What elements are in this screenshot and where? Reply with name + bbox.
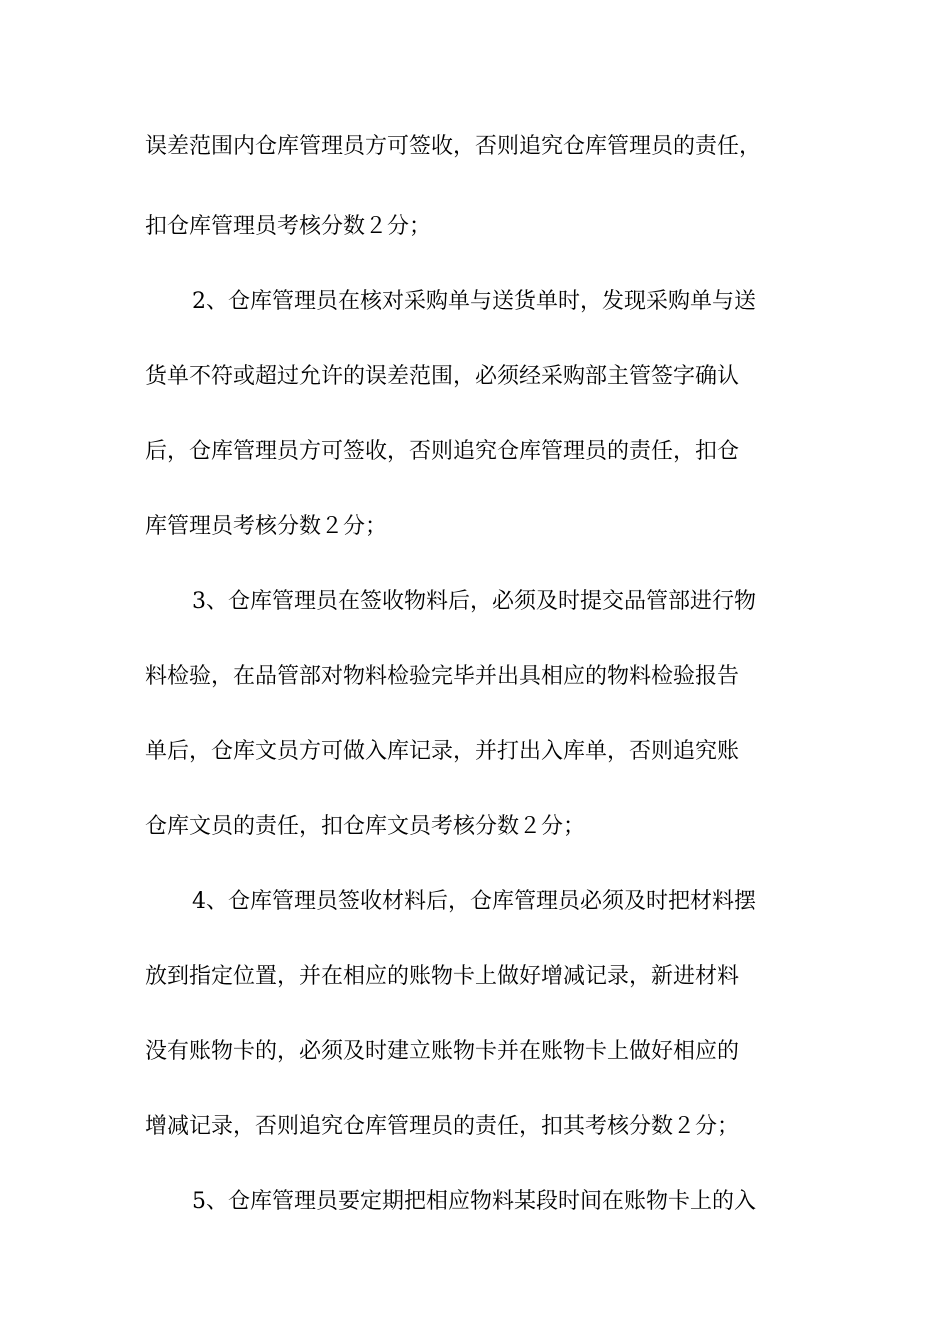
text-line: 放到指定位置，并在相应的账物卡上做好增减记录，新进材料 (145, 964, 740, 989)
paragraph-5-start: 5、仓库管理员要定期把相应物料某段时间在账物卡上的入 (192, 1189, 756, 1214)
text-line: 单后，仓库文员方可做入库记录，并打出入库单，否则追究账 (145, 739, 740, 764)
text-line: 库管理员考核分数２分； (145, 514, 388, 539)
text-line: 误差范围内仓库管理员方可签收，否则追究仓库管理员的责任， (145, 134, 762, 159)
text-line: 扣仓库管理员考核分数２分； (145, 214, 432, 239)
text-line: 料检验，在品管部对物料检验完毕并出具相应的物料检验报告 (145, 664, 740, 689)
paragraph-2-start: 2、仓库管理员在核对采购单与送货单时，发现采购单与送 (192, 289, 756, 314)
text-line: 后，仓库管理员方可签收，否则追究仓库管理员的责任，扣仓 (145, 439, 740, 464)
paragraph-3-start: 3、仓库管理员在签收物料后，必须及时提交品管部进行物 (192, 589, 756, 614)
paragraph-4-start: 4、仓库管理员签收材料后，仓库管理员必须及时把材料摆 (192, 889, 756, 914)
text-line: 增减记录，否则追究仓库管理员的责任，扣其考核分数２分； (145, 1114, 740, 1139)
text-line: 没有账物卡的，必须及时建立账物卡并在账物卡上做好相应的 (145, 1039, 740, 1064)
text-line: 货单不符或超过允许的误差范围，必须经采购部主管签字确认 (145, 364, 740, 389)
text-line: 仓库文员的责任，扣仓库文员考核分数２分； (145, 814, 586, 839)
